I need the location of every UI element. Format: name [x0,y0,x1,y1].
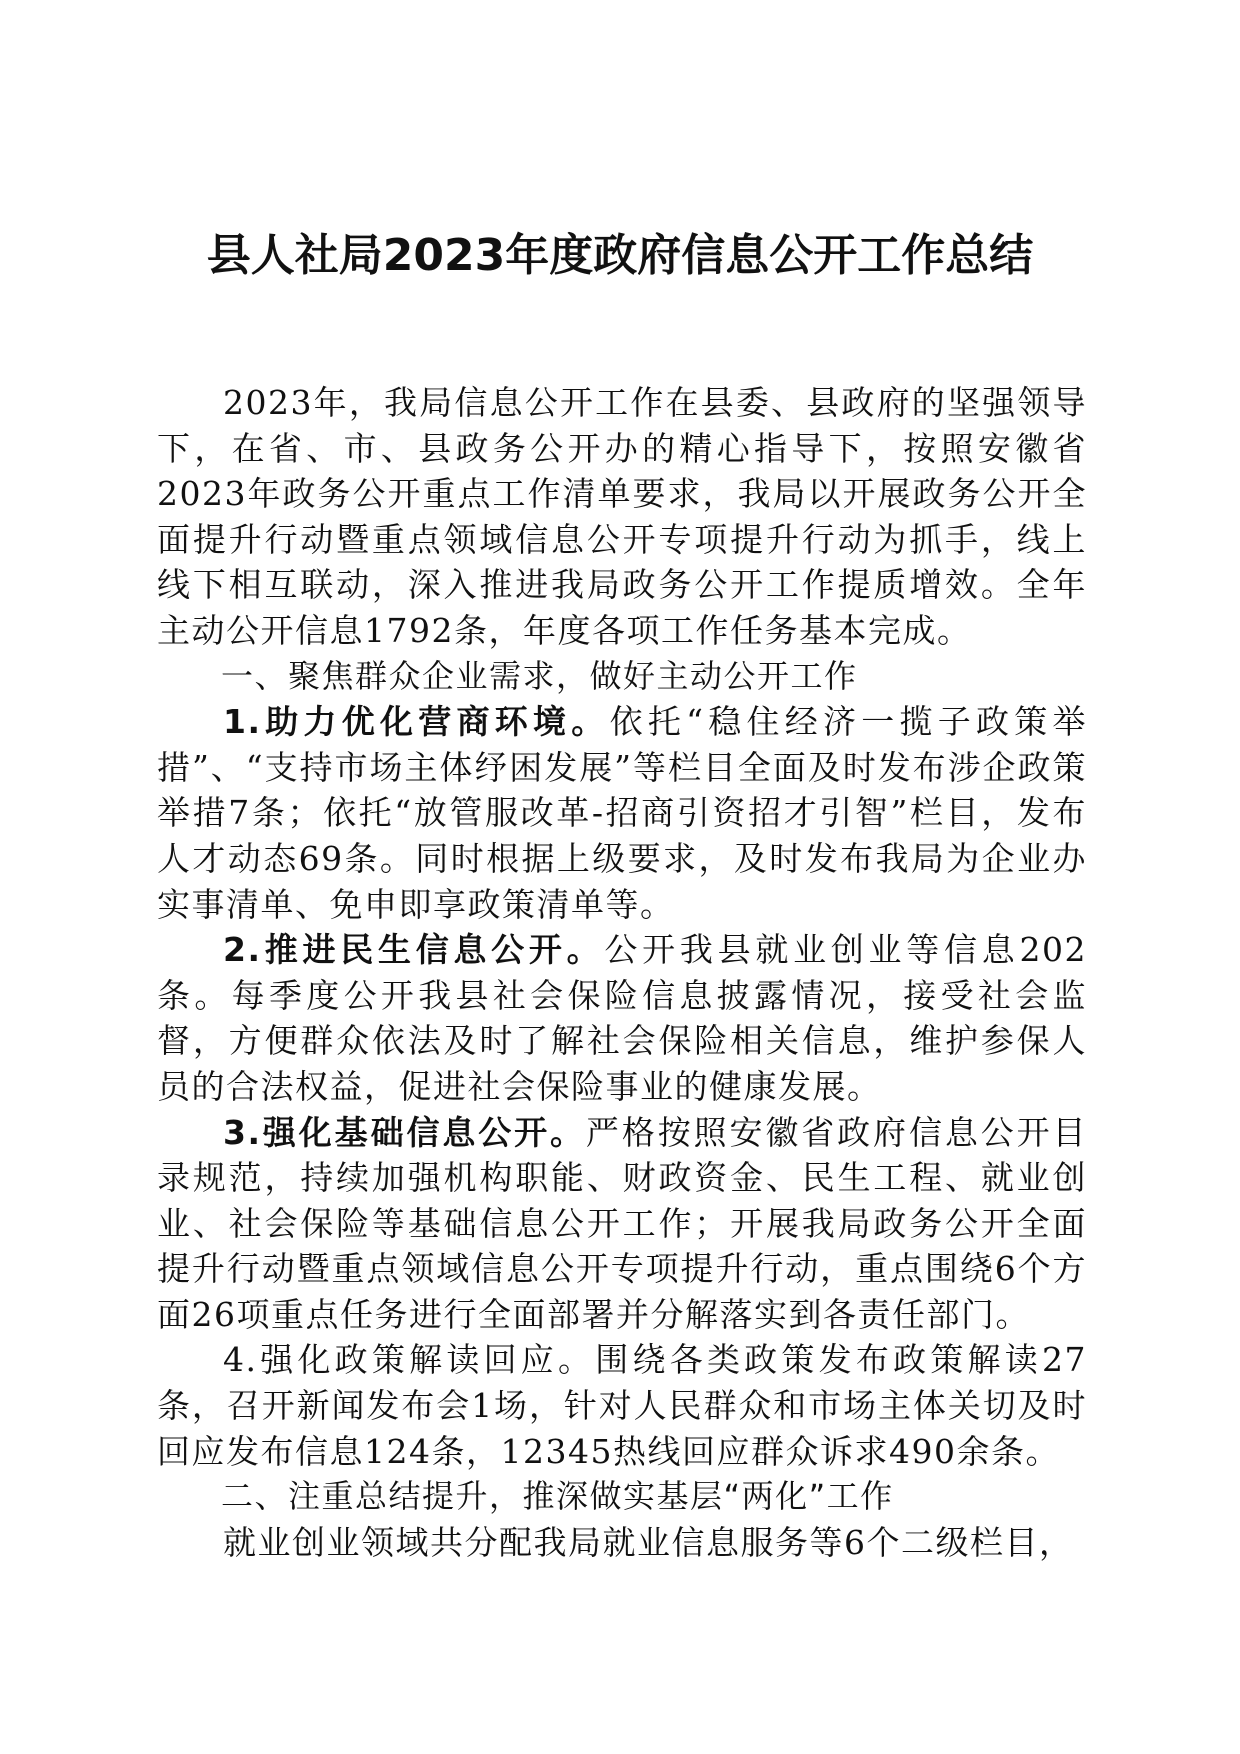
section-2-heading: 二、注重总结提升，推深做实基层“两化”工作 [221,1477,894,1516]
section-2-paragraph: 就业创业领域共分配我局就业信息服务等6个二级栏目， [223,1522,1074,1562]
document-body [157,380,1087,1565]
intro-paragraph: 2023年，我局信息公开工作在县委、县政府的坚强领导下，在省、市、县政务公开办的精心指导下，按照安徽省2023年政务公开重点工作清单要求，我局以开展政务公开全面提升行动暨重点领域信息公开专项提升行动为抓手，线上线下相互联动，深入推进我局政务公开工作提质增效。全年主动公开信息1792条，年度各项工作任务基本完成。 [157,383,1087,650]
item-3-text: 严格按照安徽省政府信息公开目录规范，持续加强机构职能、财政资金、民生工程、就业创业、社会保险等基础信息公开工作；开展我局政务公开全面提升行动暨重点领域信息公开专项提升行动，重点围绕6个方面26项重点任务进行全面部署并分解落实到各责任部门。 [157,1112,1088,1334]
item-2-lead: 2.推进民生信息公开。 [223,930,605,970]
section-1-item-2 [157,927,1087,1109]
item-2-text: 公开我县就业创业等信息202条。每季度公开我县社会保险信息披露情况，接受社会监督，方便群众依法及时了解社会保险相关信息，维护参保人员的合法权益，促进社会保险事业的健康发展。 [157,930,1087,1106]
section-1-heading: 一、聚焦群众企业需求，做好主动公开工作 [221,656,858,695]
section-1-item-3 [157,1110,1087,1338]
document-title: 县人社局2023年度政府信息公开工作总结 [206,230,1034,281]
section-1-item-4: 4.强化政策解读回应。围绕各类政策发布政策解读27条，召开新闻发布会1场，针对人民群众和市场主体关切及时回应发布信息124条，12345热线回应群众诉求490余条。 [157,1340,1087,1471]
section-1-item-1 [157,699,1087,927]
item-3-lead: 3.强化基础信息公开。 [223,1112,586,1152]
item-1-lead: 1.助力优化营商环境。 [223,702,610,742]
item-1-text: 依托“稳住经济一揽子政策举措”、“支持市场主体纾困发展”等栏目全面及时发布涉企政策举措7条；依托“放管服改革-招商引资招才引智”栏目，发布人才动态69条。同时根据上级要求，及时发布我局为企业办实事清单、免申即享政策清单等。 [157,702,1088,924]
